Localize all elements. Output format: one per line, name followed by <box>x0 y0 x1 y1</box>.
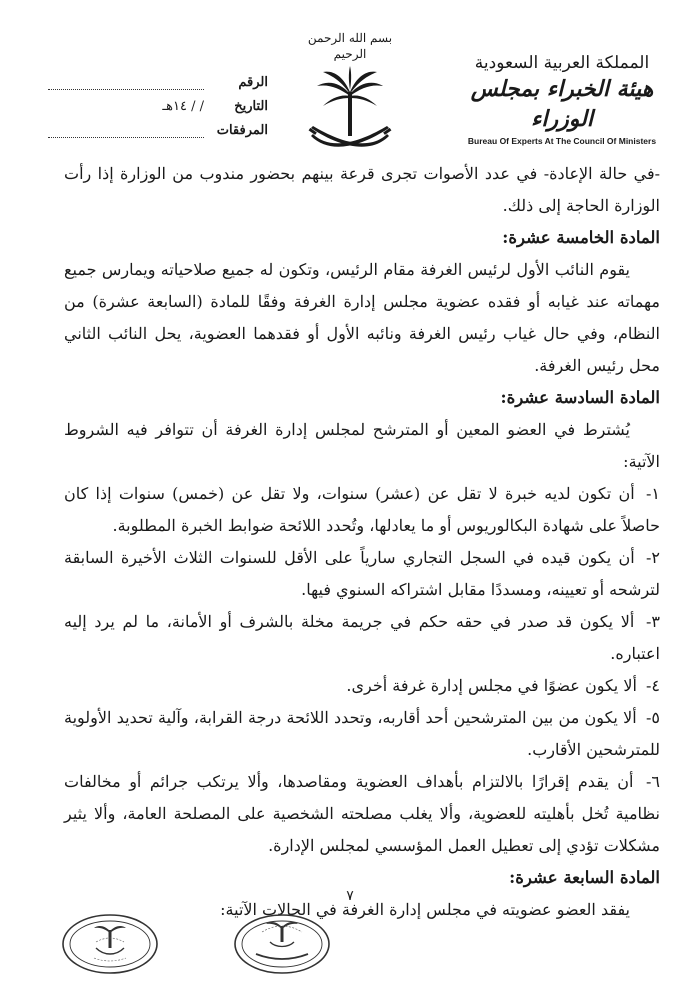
list-item-text: أن تكون لديه خبرة لا تقل عن (عشر) سنوات، ولا تقل عن (خمس) سنوات إذا كان حاصلاً على شهادة البكالوريوس أو ما يعادلها، وتُحدد اللائحة ضوابط الخبرة المطلوبة. <box>64 484 660 535</box>
letterhead-issuer <box>452 52 672 146</box>
reference-label: الرقم <box>238 75 268 90</box>
list-item-number: ١- <box>646 484 660 503</box>
palm-swords-emblem-icon <box>305 64 395 156</box>
bureau-name-arabic: هيئة الخبراء بمجلس الوزراء <box>470 76 654 132</box>
page-number: ٧ <box>346 888 354 904</box>
list-item-text: ألا يكون قد صدر في حقه حكم في جريمة مخلة بالشرف أو الأمانة، ما لم يرد إليه اعتباره. <box>64 612 660 663</box>
official-stamp-left-icon <box>60 912 160 976</box>
article-15-title: المادة الخامسة عشرة: <box>502 228 660 247</box>
date-field <box>48 90 268 114</box>
date-value: / / ١٤هـ <box>162 99 204 114</box>
article-16-title: المادة السادسة عشرة: <box>500 388 660 407</box>
list-item-number: ٢- <box>646 548 660 567</box>
attachments-label: المرفقات <box>216 123 268 138</box>
list-item <box>64 478 660 542</box>
list-item-text: أن يكون قيده في السجل التجاري سارياً على الأقل للسنوات الثلاث الأخيرة السابقة لترشحه أو تعيينه، ومسددًا مقابل اشتراكه السنوي فيها. <box>64 548 660 599</box>
article-16-intro: يُشترط في العضو المعين أو المترشح لمجلس إدارة الغرفة أن تتوافر فيه الشروط الآتية: <box>64 420 660 471</box>
attachments-line <box>48 123 204 138</box>
list-item-number: ٥- <box>646 708 660 727</box>
article-17-title: المادة السابعة عشرة: <box>509 868 660 887</box>
letterhead-emblem <box>295 30 405 156</box>
list-item-text: ألا يكون من بين المترشحين أحد أقاربه، وتحدد اللائحة درجة القرابة، وآلية تحديد الأولوية للمترشحين الأقارب. <box>64 708 660 759</box>
basmala: بسم الله الرحمن الرحيم <box>307 31 393 61</box>
list-item-text: ألا يكون عضوًا في مجلس إدارة غرفة أخرى. <box>346 676 637 695</box>
attachments-field <box>48 114 268 138</box>
bureau-name-english: Bureau Of Experts At The Council Of Ministers <box>467 136 657 146</box>
reference-field <box>48 66 268 90</box>
list-item-number: ٣- <box>646 612 660 631</box>
list-item <box>64 606 660 670</box>
kingdom-name: المملكة العربية السعودية <box>474 53 650 73</box>
official-stamp-middle-icon <box>232 912 332 976</box>
intro-paragraph: -في حالة الإعادة- في عدد الأصوات تجرى قرعة بينهم بحضور مندوب من الوزارة إذا رأت الوزارة الحاجة إلى ذلك. <box>64 164 660 215</box>
article-15-text: يقوم النائب الأول لرئيس الغرفة مقام الرئيس، وتكون له جميع صلاحياته ويمارس جميع مهماته عند غيابه أو فقده عضوية مجلس إدارة الغرفة وفقًا للمادة (السابعة عشرة) من النظام، وفي حال غياب رئيس الغرفة ونائبه الأول أو فقدهما العضوية، يحل النائب الثاني محل رئيس الغرفة. <box>64 260 660 375</box>
list-item-number: ٤- <box>646 676 660 695</box>
list-item <box>64 670 660 702</box>
list-item-text: أن يقدم إقرارًا بالالتزام بأهداف العضوية ومقاصدها، وألا يرتكب جرائم أو مخالفات نظامية تُخل بأهليته للعضوية، وألا يغلب مصلحته الشخصية على المصلحة العامة، وألا يثير مشكلات تؤدي إلى تعطيل العمل المؤسسي لمجلس الإدارة. <box>64 772 660 855</box>
list-item <box>64 766 660 862</box>
list-item-number: ٦- <box>646 772 660 791</box>
document-body <box>64 158 660 926</box>
list-item <box>64 542 660 606</box>
date-label: التاريخ <box>234 99 268 114</box>
list-item <box>64 702 660 766</box>
letterhead-fields <box>48 66 268 138</box>
article-17-intro: يفقد العضو عضويته في مجلس إدارة الغرفة في الحالات الآتية: <box>220 900 630 919</box>
reference-line <box>48 75 204 90</box>
